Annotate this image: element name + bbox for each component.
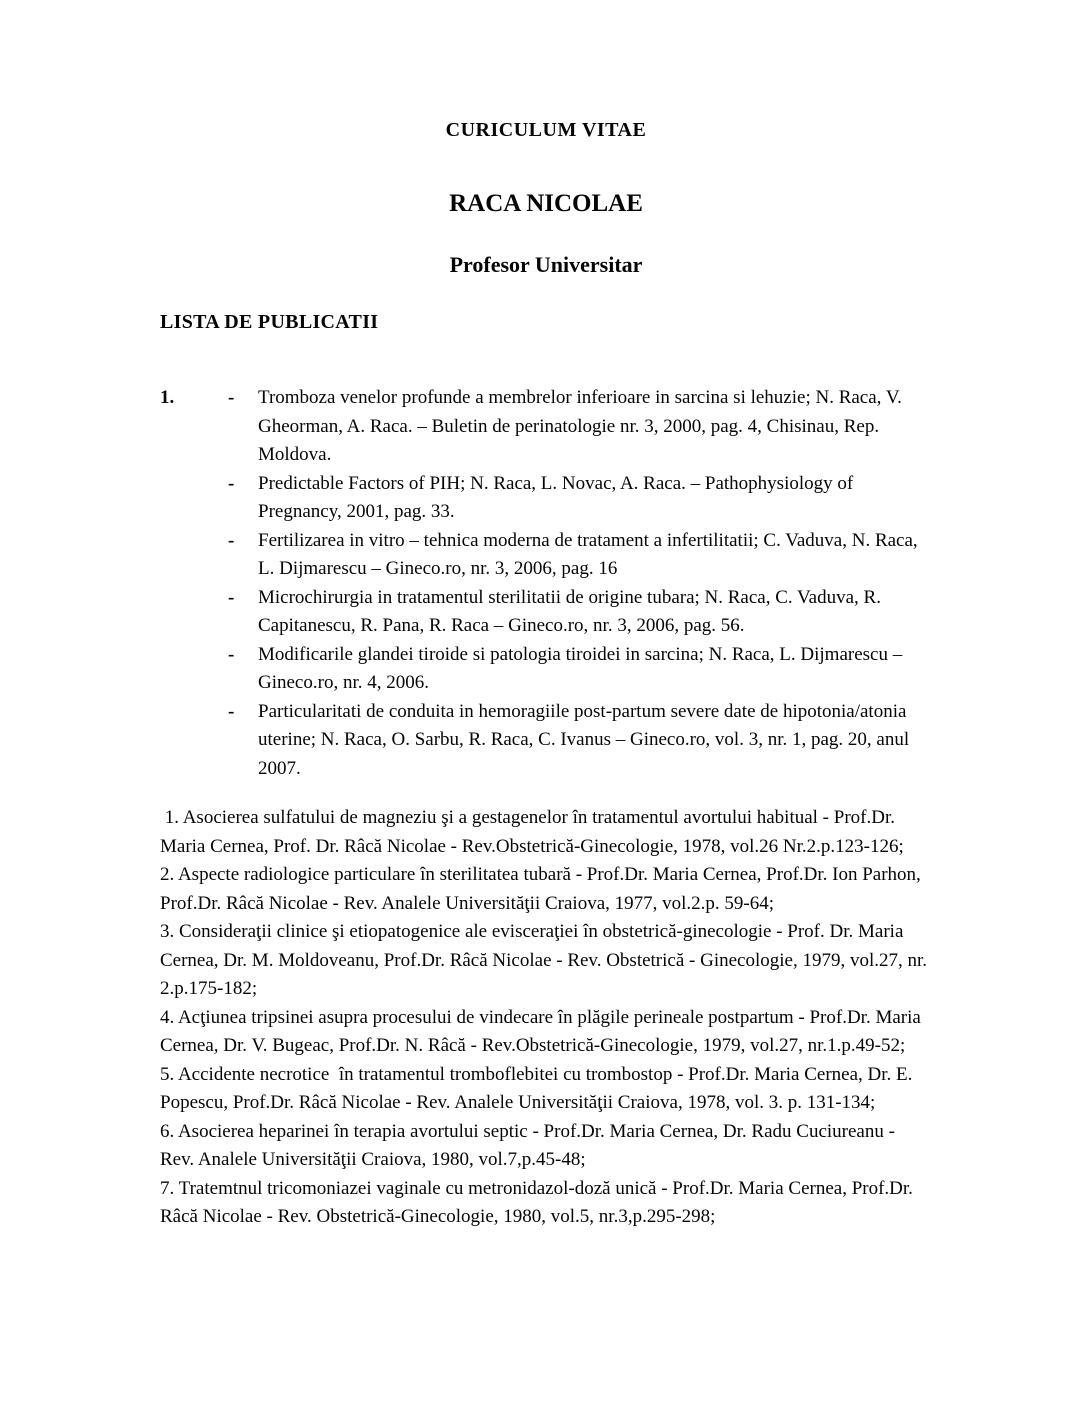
bullet-item <box>228 698 932 784</box>
publication-paragraph: 7. Tratemtnul tricomoniazei vaginale cu metronidazol-doză unică - Prof.Dr. Maria Cernea, Prof.Dr. Râcă Nicolae - Rev. Obstetrică-Ginecologie, 1980, vol.5, nr.3,p.295-298; <box>160 1177 918 1227</box>
bullet-item <box>228 527 932 584</box>
publication-paragraph: 6. Asocierea heparinei în terapia avortului septic - Prof.Dr. Maria Cernea, Dr. Radu Cuciureanu - Rev. Analele Universităţii Craiova, 1980, vol.7,p.45-48; <box>160 1120 900 1170</box>
publication-paragraph: 2. Aspecte radiologice particulare în sterilitatea tubară - Prof.Dr. Maria Cernea, Prof.Dr. Ion Parhon, Prof.Dr. Râcă Nicolae - Rev. Analele Universităţii Craiova, 1977, vol.2.p. 59-64; <box>160 864 926 914</box>
publication-paragraph: 1. Asocierea sulfatului de magneziu şi a gestagenelor în tratamentul avortului habitual - Prof.Dr. Maria Cernea, Prof. Dr. Râcă Nicolae - Rev.Obstetrică-Ginecologie, 1978, vol.26 Nr.2.p.123-126; <box>160 807 904 857</box>
dash-marker: - <box>228 643 235 665</box>
person-name: RACA NICOLAE <box>449 190 643 217</box>
publication-bullet-list <box>228 384 932 783</box>
publication-paragraph: 3. Consideraţii clinice şi etiopatogenice ale evisceraţiei în obstetrică-ginecologie - Prof. Dr. Maria Cernea, Dr. M. Moldoveanu, Prof.Dr. Râcă Nicolae - Rev. Obstetrică - Ginecologie, 1979, vol.27, nr. 2.p.175-182; <box>160 921 932 999</box>
person-role: Profesor Universitar <box>449 252 643 277</box>
bullet-text: Particularitati de conduita in hemoragiile post-partum severe date de hipotonia/atonia uterine; N. Raca, O. Sarbu, R. Raca, C. Ivanus – Gineco.ro, vol. 3, nr. 1, pag. 20, anul 2007. <box>258 700 910 779</box>
page-title: CURICULUM VITAE <box>445 119 647 141</box>
publication-paragraph: 4. Acţiunea tripsinei asupra procesului de vindecare în plăgile perineale postpartum - Prof.Dr. Maria Cernea, Dr. V. Bugeac, Prof.Dr. N. Râcă - Rev.Obstetrică-Ginecologie, 1979, vol.27, nr.1.p.49-52; <box>160 1006 926 1056</box>
publication-group <box>160 384 932 783</box>
dash-marker: - <box>228 387 235 408</box>
dash-marker: - <box>228 700 235 722</box>
bullet-text: Modificarile glandei tiroide si patologia tiroidei in sarcina; N. Raca, L. Dijmarescu – Gineco.ro, nr. 4, 2006. <box>258 643 903 693</box>
bullet-text: Microchirurgia in tratamentul sterilitatii de origine tubara; N. Raca, C. Vaduva, R. Capitanescu, R. Pana, R. Raca – Gineco.ro, nr. 3, 2006, pag. 56. <box>258 586 881 636</box>
bullet-text: Tromboza venelor profunde a membrelor inferioare in sarcina si lehuzie; N. Raca, V. Gheorman, A. Raca. – Buletin de perinatologie nr. 3, 2000, pag. 4, Chisinau, Rep. Moldova. <box>258 387 902 465</box>
bullet-text: Fertilizarea in vitro – tehnica moderna de tratament a infertilitatii; C. Vaduva, N. Raca, L. Dijmarescu – Gineco.ro, nr. 3, 2006, pag. 16 <box>258 529 918 579</box>
dash-marker: - <box>228 472 235 494</box>
list-number: 1. <box>160 387 175 408</box>
bullet-text: Predictable Factors of PIH; N. Raca, L. Novac, A. Raca. – Pathophysiology of Pregnancy, 2001, pag. 33. <box>258 472 854 522</box>
dash-marker: - <box>228 586 235 608</box>
section-heading-publications: LISTA DE PUBLICATII <box>160 311 379 333</box>
bullet-item <box>228 470 932 527</box>
publication-paragraph: 5. Accidente necrotice în tratamentul tromboflebitei cu trombostop - Prof.Dr. Maria Cernea, Dr. E. Popescu, Prof.Dr. Râcă Nicolae - Rev. Analele Universităţii Craiova, 1978, vol. 3. p. 131-134; <box>160 1063 918 1113</box>
bullet-item <box>228 584 932 641</box>
bullet-item <box>228 641 932 698</box>
publications-paragraphs <box>160 804 932 1232</box>
dash-marker: - <box>228 529 235 551</box>
bullet-item <box>228 384 932 470</box>
